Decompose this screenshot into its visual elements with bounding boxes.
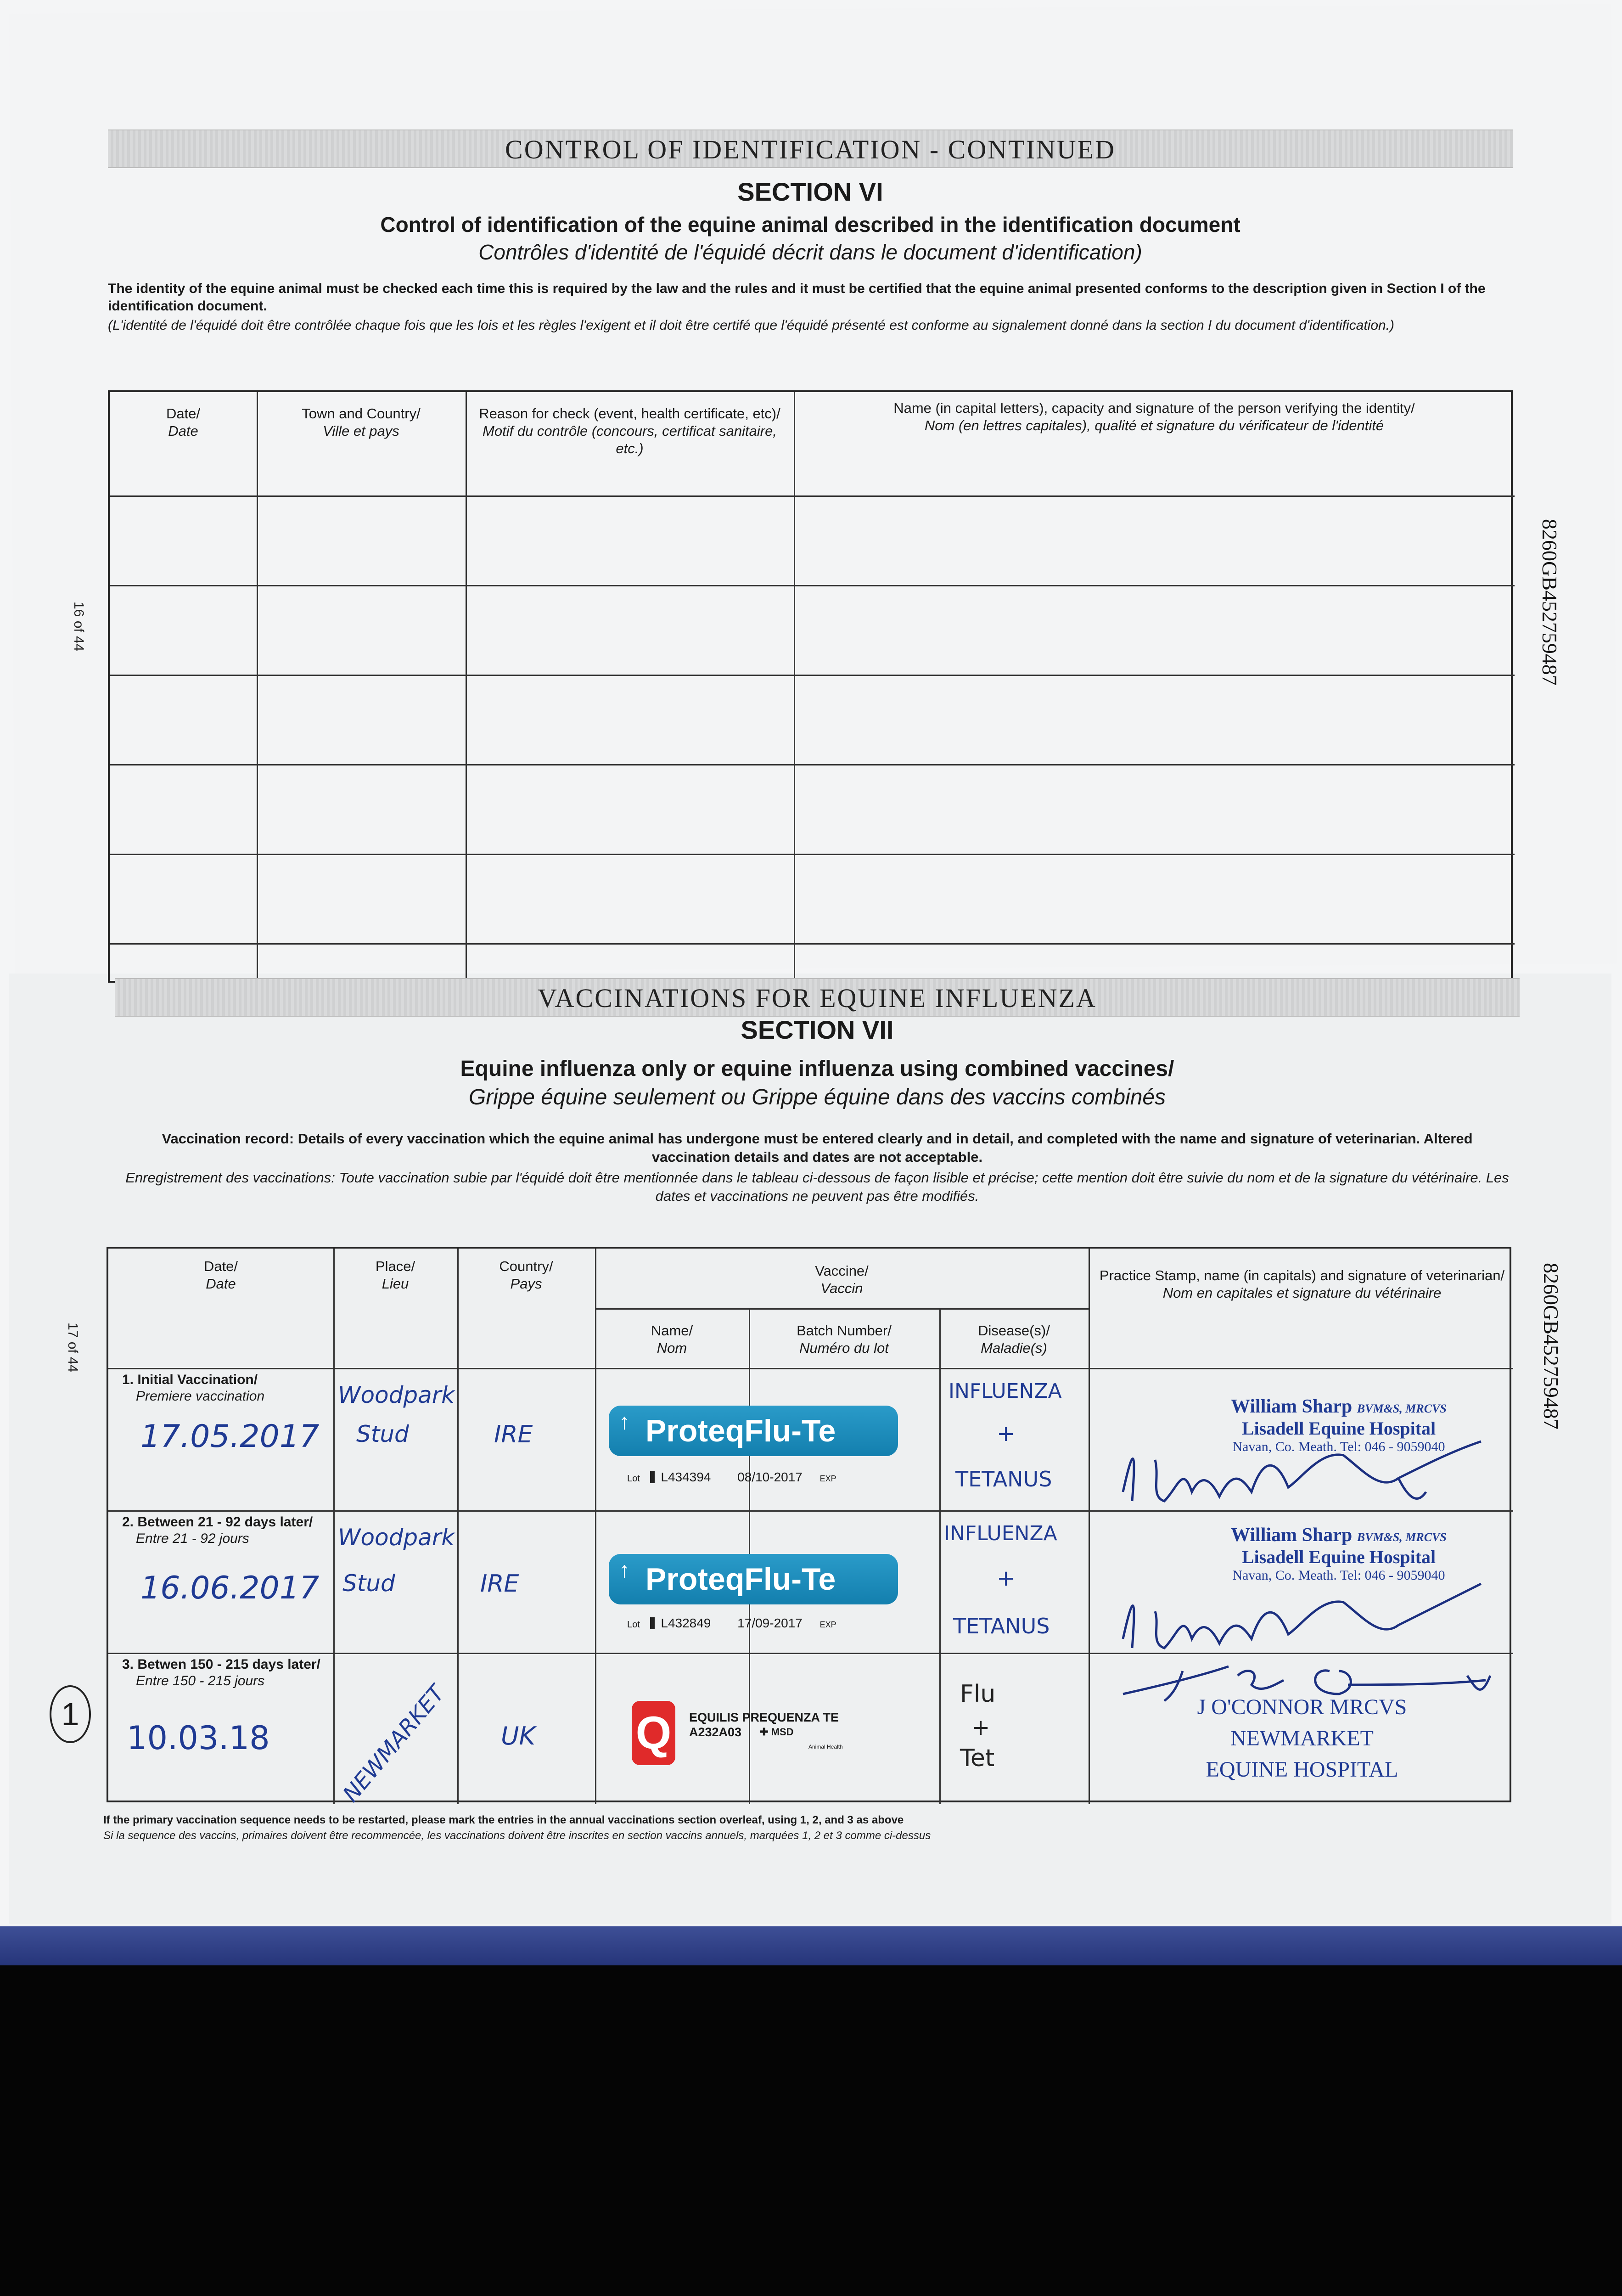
- section6-band: [108, 129, 1513, 168]
- row2-disease-line2: +: [997, 1565, 1016, 1591]
- row1-lot-line: Lot L434394 08/10-2017 EXP: [627, 1470, 836, 1484]
- section6-intro-fr: (L'identité de l'équidé doit être contrôlée chaque fois que les lois et les règles l'exigent et il doit être certifé que l'équidé présenté est conforme au signalement donné dans la section I du document d'identification.): [108, 318, 1395, 333]
- header-verifier: Name (in capital letters), capacity and signature of the person verifying the identity/ Nom (en lettres capitales), qualité et signature du vérificateur de l'identité: [893, 400, 1415, 433]
- row3-place: NEWMARKET: [338, 1680, 450, 1807]
- row2-signature: [1105, 1570, 1509, 1657]
- row1-country: IRE: [494, 1421, 533, 1448]
- header-town: Town and Country/ Ville et pays: [302, 405, 421, 439]
- header-disease: Disease(s)/ Maladie(s): [978, 1322, 1050, 1356]
- row1-proteq-logo: [609, 1406, 898, 1456]
- header-vaccine-name: Name/ Nom: [651, 1322, 693, 1356]
- section6-title: SECTION VI: [737, 177, 883, 206]
- row3-vaccine-name: EQUILIS PREQUENZA TE: [689, 1711, 839, 1724]
- header-date: Date/ Date: [166, 405, 201, 439]
- row3-vaccine-label: EQUILIS PREQUENZA TE A232A03 ✚ MSD Animal Health: [689, 1711, 843, 1750]
- side-id-top: 8260GB452759487: [1538, 519, 1561, 686]
- row1-disease-line2: +: [997, 1421, 1016, 1446]
- row3-disease-line1: Flu: [960, 1680, 996, 1708]
- row3-signature: [1109, 1657, 1513, 1708]
- row1-signature: [1105, 1423, 1509, 1515]
- row2-place-line2: Stud: [342, 1570, 395, 1597]
- row3-margin-mark: 1: [50, 1685, 91, 1743]
- row1-label: 1. Initial Vaccination/ Premiere vaccination: [122, 1372, 265, 1404]
- row2-country: IRE: [480, 1570, 519, 1598]
- row3-label: 3. Betwen 150 - 215 days later/ Entre 150 - 215 jours: [122, 1657, 320, 1688]
- row2-lot-line: Lot L432849 17/09-2017 EXP: [627, 1616, 836, 1630]
- section7-band: [115, 978, 1520, 1017]
- header-reason: Reason for check (event, health certificate, etc)/ Motif du contrôle (concours, certificat sanitaire, etc.): [479, 405, 780, 456]
- passport-cover-edge: [0, 1926, 1622, 1965]
- header-vaccine: Vaccine/ Vaccin: [815, 1263, 869, 1296]
- header-place: Place/ Lieu: [375, 1258, 415, 1292]
- row2-expiry: 17/09-2017: [737, 1616, 803, 1630]
- footnote-fr: Si la sequence des vaccins, primaires doivent être recommencée, les vaccinations doivent être inscrites en section vaccins annuels, marquées 1, 2 et 3 comme ci-dessus: [103, 1829, 931, 1842]
- row1-expiry: 08/10-2017: [737, 1470, 803, 1484]
- row1-place-line2: Stud: [356, 1421, 409, 1447]
- row1-date: 17.05.2017: [140, 1418, 320, 1455]
- header-batch: Batch Number/ Numéro du lot: [797, 1322, 892, 1356]
- identity-check-table: [108, 390, 1513, 983]
- row1-vet-stamp: William Sharp BVM&S, MRCVS Lisadell Equine Hospital Navan, Co. Meath. Tel: 046 - 9059040: [1231, 1396, 1447, 1454]
- row2-date: 16.06.2017: [140, 1570, 320, 1606]
- arrow-up-icon: ↑: [619, 1558, 630, 1582]
- row2-proteq-logo: [609, 1554, 898, 1604]
- equilis-q-logo: Q: [632, 1701, 675, 1765]
- scan-dark-area: [0, 1965, 1622, 2296]
- row2-place-line1: Woodpark: [338, 1524, 455, 1551]
- row2-vet-stamp: William Sharp BVM&S, MRCVS Lisadell Equine Hospital Navan, Co. Meath. Tel: 046 - 9059040: [1231, 1525, 1447, 1583]
- header-country: Country/ Pays: [499, 1258, 553, 1292]
- barcode-mark: [650, 1471, 655, 1483]
- arrow-up-icon: ↑: [619, 1410, 630, 1434]
- page-number-16: 16 of 44: [71, 602, 86, 652]
- section6-subtitle-fr: Contrôles d'identité de l'équidé décrit dans le document d'identification): [478, 240, 1142, 264]
- row1-vaccine-brand: ProteqFlu-Te: [645, 1413, 836, 1448]
- section7-subtitle-fr: Grippe équine seulement ou Grippe équine dans des vaccins combinés: [468, 1085, 1166, 1109]
- row3-date: 10.03.18: [127, 1719, 270, 1757]
- row2-vaccine-brand: ProteqFlu-Te: [645, 1562, 836, 1597]
- msd-logo: ✚ MSD: [760, 1726, 794, 1738]
- page-number-17: 17 of 44: [65, 1322, 80, 1373]
- row3-disease-line3: Tet: [960, 1745, 995, 1772]
- row1-lot: L434394: [661, 1470, 711, 1484]
- barcode-mark: [650, 1617, 655, 1629]
- section6-intro-en: The identity of the equine animal must be checked each time this is required by the law and the rules and it must be certified that the equine animal presented conforms to the description given in Section I of the identification document.: [108, 281, 1486, 314]
- row1-place-line1: Woodpark: [338, 1382, 455, 1408]
- row2-lot: L432849: [661, 1616, 711, 1630]
- row3-country: UK: [501, 1722, 535, 1750]
- section7-title: SECTION VII: [741, 1015, 894, 1044]
- row2-disease-line3: TETANUS: [953, 1614, 1050, 1638]
- row3-batch: A232A03: [689, 1725, 742, 1739]
- section7-subtitle-en: Equine influenza only or equine influenza using combined vaccines/: [460, 1057, 1174, 1081]
- section6-subtitle-en: Control of identification of the equine animal described in the identification document: [380, 213, 1240, 236]
- row3-disease-line2: +: [971, 1715, 990, 1740]
- row2-disease-line1: INFLUENZA: [944, 1522, 1057, 1545]
- row1-disease-line3: TETANUS: [955, 1467, 1052, 1491]
- side-id-bottom: 8260GB452759487: [1539, 1263, 1563, 1429]
- section7-intro-en: Vaccination record: Details of every vaccination which the equine animal has undergone must be entered clearly and in detail, and completed with the name and signature of veterinarian. Altered vaccination details and dates are not acceptable.: [162, 1131, 1473, 1165]
- header-vacc-date: Date/ Date: [203, 1258, 238, 1292]
- row1-disease-line1: INFLUENZA: [949, 1379, 1062, 1403]
- section7-intro-fr: Enregistrement des vaccinations: Toute vaccination subie par l'équidé doit être mentionnée dans le tableau ci-dessous de façon lisible et précise; cette mention doit être suivie du nom et de la signature du vétérinaire. Les dates et vaccinations ne peuvent pas être modifiés.: [125, 1170, 1509, 1204]
- section6-band-title: CONTROL OF IDENTIFICATION - CONTINUED: [505, 135, 1116, 164]
- footnote-en: If the primary vaccination sequence needs to be restarted, please mark the entries in the annual vaccinations section overleaf, using 1, 2, and 3 as above: [103, 1814, 904, 1826]
- section7-band-title: VACCINATIONS FOR EQUINE INFLUENZA: [538, 983, 1097, 1013]
- row3-vet-stamp: J O'CONNOR MRCVS NEWMARKET EQUINE HOSPITAL: [1197, 1695, 1407, 1782]
- vaccination-table: [107, 1247, 1511, 1807]
- header-practice-stamp: Practice Stamp, name (in capitals) and signature of veterinarian/ Nom en capitales et signature du vétérinaire: [1099, 1267, 1505, 1301]
- row2-label: 2. Between 21 - 92 days later/ Entre 21 - 92 jours: [122, 1514, 313, 1546]
